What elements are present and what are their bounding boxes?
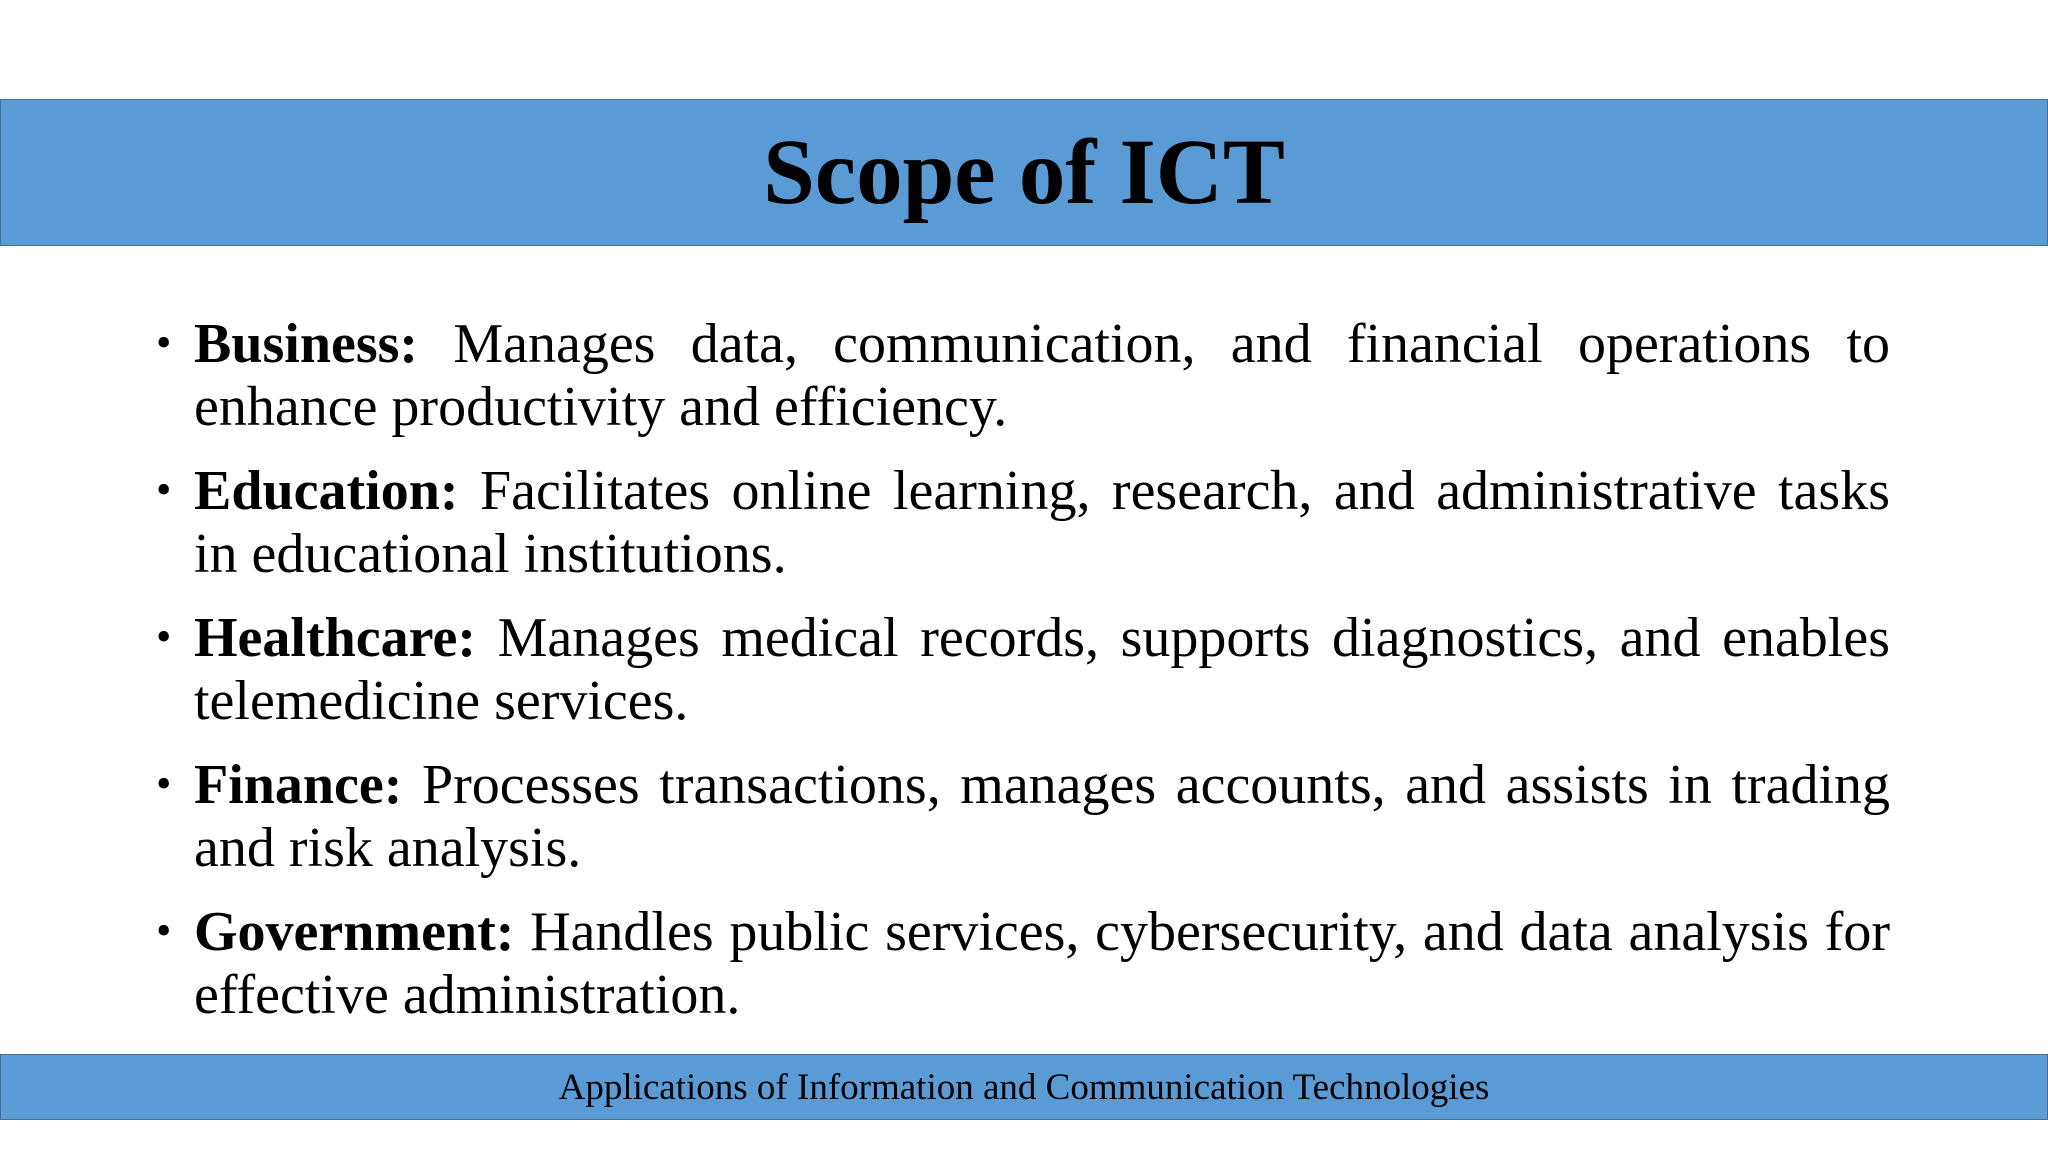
bullet-list — [150, 313, 1890, 1027]
bullet-dot-icon: • — [156, 759, 172, 808]
bullet-label: Finance: — [194, 754, 403, 816]
bullet-item-government — [150, 901, 1890, 1027]
bullet-dot-icon: • — [156, 906, 172, 955]
bullet-label: Education: — [194, 460, 459, 522]
bullet-text: Manages data, communication, and financial operations to enhance productivity and efficiency. — [194, 313, 1890, 438]
footer-band — [0, 1054, 2048, 1120]
bullet-text: Facilitates online learning, research, and administrative tasks in educational institutions. — [194, 460, 1890, 585]
slide-body — [150, 313, 1890, 1048]
bullet-item-education — [150, 460, 1890, 586]
bullet-label: Business: — [194, 313, 419, 375]
bullet-text: Manages medical records, supports diagnostics, and enables telemedicine services. — [194, 607, 1890, 732]
bullet-item-healthcare — [150, 607, 1890, 733]
bullet-dot-icon: • — [156, 465, 172, 514]
bullet-dot-icon: • — [156, 318, 172, 367]
bullet-text: Processes transactions, manages accounts, and assists in trading and risk analysis. — [194, 754, 1890, 879]
title-band — [0, 99, 2048, 246]
slide-title: Scope of ICT — [763, 121, 1285, 224]
bullet-label: Healthcare: — [194, 607, 476, 669]
bullet-item-finance — [150, 754, 1890, 880]
bullet-dot-icon: • — [156, 612, 172, 661]
footer-text: Applications of Information and Communication Technologies — [558, 1066, 1490, 1108]
bullet-item-business — [150, 313, 1890, 439]
bullet-text: Handles public services, cybersecurity, and data analysis for effective administration. — [194, 901, 1890, 1026]
bullet-label: Government: — [194, 901, 515, 963]
